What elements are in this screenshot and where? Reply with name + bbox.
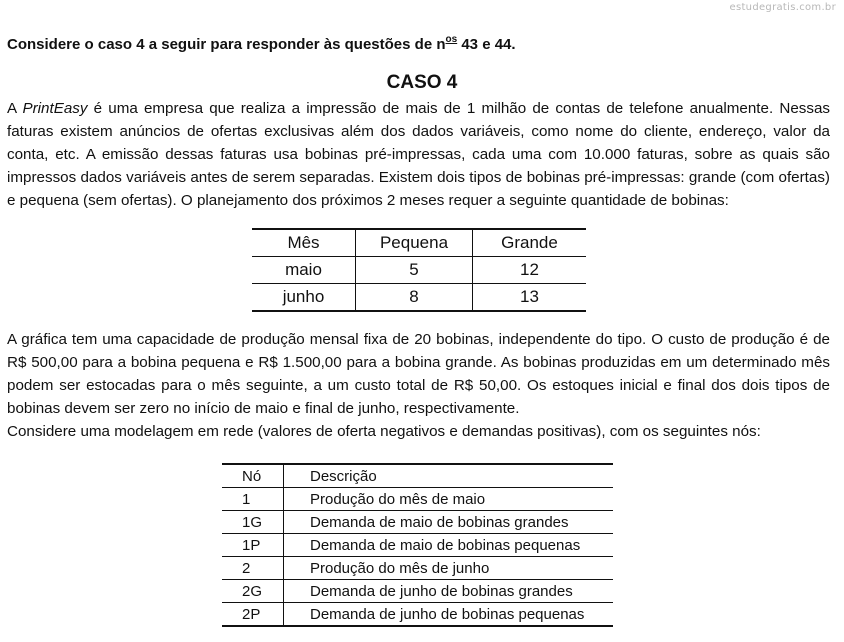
demand-cell-month: junho <box>252 284 356 312</box>
nodes-table <box>222 463 613 627</box>
production-description <box>7 328 830 443</box>
intro-text: Considere o caso 4 a seguir para responder às questões de n <box>7 36 446 53</box>
network-model-paragraph: Considere uma modelagem em rede (valores de oferta negativos e demandas positivas), com os seguintes nós: <box>7 423 761 440</box>
intro-line <box>7 36 516 53</box>
node-description: Demanda de maio de bobinas grandes <box>310 513 569 531</box>
nodes-table-header-row <box>222 464 613 488</box>
case-title: CASO 4 <box>386 72 458 93</box>
case-description <box>7 97 830 212</box>
demand-header-large: Grande <box>501 233 558 252</box>
node-id: 2P <box>222 603 284 627</box>
demand-cell-large: 12 <box>520 260 539 279</box>
demand-cell-month: maio <box>252 257 356 284</box>
demand-header-small: Pequena <box>356 229 473 257</box>
watermark: estudegratis.com.br <box>729 2 836 13</box>
case-description-lead: A <box>7 100 23 117</box>
node-description: Produção do mês de junho <box>310 559 490 577</box>
demand-table <box>252 228 586 312</box>
table-row <box>222 534 613 557</box>
node-id: 1G <box>222 511 284 534</box>
node-id: 1P <box>222 534 284 557</box>
table-row <box>222 580 613 603</box>
nodes-header-node: Nó <box>222 464 284 488</box>
node-description: Demanda de junho de bobinas pequenas <box>310 605 585 623</box>
demand-header-month: Mês <box>252 229 356 257</box>
demand-cell-large: 13 <box>520 287 539 306</box>
node-id: 2 <box>222 557 284 580</box>
demand-cell-small: 8 <box>356 284 473 312</box>
demand-cell-small: 5 <box>356 257 473 284</box>
table-row <box>222 603 613 627</box>
intro-text-end: 43 e 44. <box>457 36 516 53</box>
node-description: Produção do mês de maio <box>310 490 486 508</box>
node-id: 2G <box>222 580 284 603</box>
nodes-header-description: Descrição <box>310 467 377 485</box>
table-row <box>222 557 613 580</box>
case-description-rest: é uma empresa que realiza a impressão de mais de 1 milhão de contas de telefone anualmente. Nessas faturas existem anúncios de ofertas exclusivas além dos dados variáveis, como nome do cliente, endereço, valor da conta, etc. A emissão dessas faturas usa bobinas pré-impressas, cada uma com 10.000 faturas, sobre as quais são impressos dados variáveis antes de serem separadas. Existem dois tipos de bobinas pré-impressas: grande (com ofertas) e pequena (sem ofertas). O planejamento dos próximos 2 meses requer a seguinte quantidade de bobinas: <box>7 100 831 209</box>
production-paragraph: A gráfica tem uma capacidade de produção mensal fixa de 20 bobinas, independente do tipo. O custo de produção é de R$ 500,00 para a bobina pequena e R$ 1.500,00 para a bobina grande. As bobinas produzidas em um determinado mês podem ser estocadas para o mês seguinte, a um custo total de R$ 50,00. Os estoques inicial e final dos dois tipos de bobinas devem ser zero no início de maio e final de junho, respectivamente. <box>7 331 830 417</box>
table-row <box>222 488 613 511</box>
intro-sup: os <box>445 34 458 45</box>
table-row <box>252 284 586 312</box>
company-name: PrintEasy <box>22 100 88 117</box>
table-row <box>252 257 586 284</box>
node-id: 1 <box>222 488 284 511</box>
node-description: Demanda de maio de bobinas pequenas <box>310 536 581 554</box>
table-row <box>222 511 613 534</box>
node-description: Demanda de junho de bobinas grandes <box>310 582 573 600</box>
demand-table-header-row <box>252 229 586 257</box>
